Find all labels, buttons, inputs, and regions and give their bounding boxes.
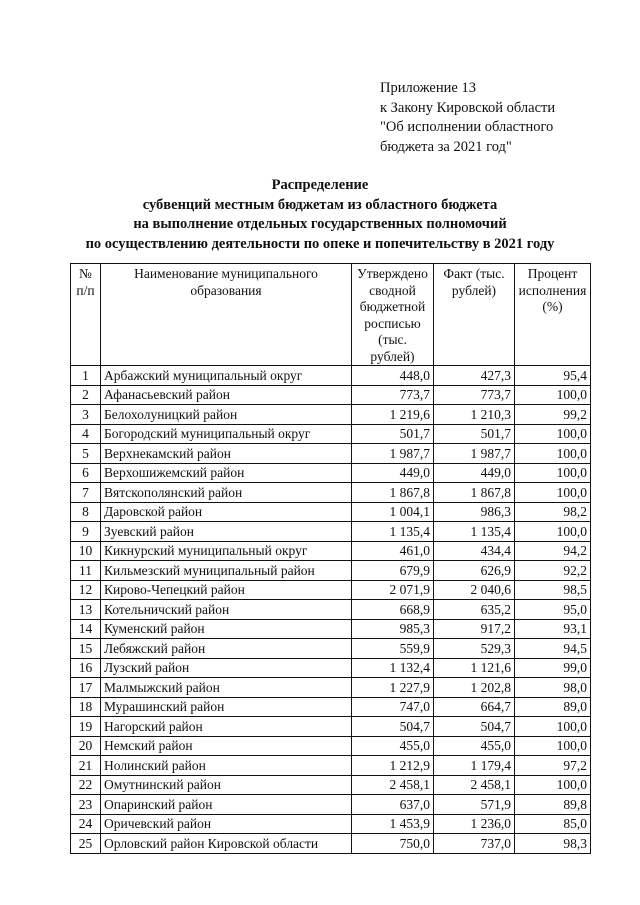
cell-approved: 747,0 [352, 697, 434, 717]
table-row [71, 736, 591, 756]
cell-name: Арбажский муниципальный округ [101, 366, 352, 386]
appendix-line: бюджета за 2021 год" [380, 138, 512, 155]
cell-num: 16 [71, 658, 101, 678]
cell-approved: 1 135,4 [352, 522, 434, 542]
cell-fact: 427,3 [434, 366, 515, 386]
cell-name: Кильмезский муниципальный район [101, 561, 352, 581]
cell-fact: 986,3 [434, 502, 515, 522]
appendix-line: Приложение 13 [380, 80, 476, 96]
table-row [71, 600, 591, 620]
cell-percent: 98,0 [515, 678, 591, 698]
header-fact: Факт (тыс. рублей) [434, 264, 515, 366]
cell-percent: 95,0 [515, 600, 591, 620]
cell-num: 8 [71, 502, 101, 522]
header-approved: Утверждено сводной бюджетной росписью (тыс. рублей) [352, 264, 434, 366]
cell-num: 2 [71, 385, 101, 405]
cell-fact: 449,0 [434, 463, 515, 483]
cell-fact: 434,4 [434, 541, 515, 561]
cell-fact: 2 040,6 [434, 580, 515, 600]
table-row [71, 658, 591, 678]
cell-percent: 100,0 [515, 424, 591, 444]
cell-name: Малмыжский район [101, 678, 352, 698]
cell-approved: 1 219,6 [352, 405, 434, 425]
cell-percent: 100,0 [515, 463, 591, 483]
table-row [71, 502, 591, 522]
cell-percent: 95,4 [515, 366, 591, 386]
cell-fact: 1 121,6 [434, 658, 515, 678]
cell-percent: 100,0 [515, 444, 591, 464]
cell-name: Зуевский район [101, 522, 352, 542]
table-row [71, 522, 591, 542]
cell-num: 18 [71, 697, 101, 717]
cell-percent: 100,0 [515, 717, 591, 737]
cell-percent: 94,5 [515, 639, 591, 659]
cell-percent: 89,0 [515, 697, 591, 717]
appendix-line: к Закону Кировской области [380, 99, 556, 116]
title-line: на выполнение отдельных государственных полномочий [133, 216, 507, 232]
cell-percent: 94,2 [515, 541, 591, 561]
cell-percent: 97,2 [515, 756, 591, 776]
table-row [71, 463, 591, 483]
cell-name: Орловский район Кировской области [101, 834, 352, 854]
table-row [71, 405, 591, 425]
appendix-line: "Об исполнении областного [380, 119, 554, 135]
cell-name: Оричевский район [101, 814, 352, 834]
cell-num: 22 [71, 775, 101, 795]
cell-fact: 1 987,7 [434, 444, 515, 464]
cell-percent: 92,2 [515, 561, 591, 581]
cell-percent: 100,0 [515, 385, 591, 405]
table-body [71, 366, 591, 854]
cell-approved: 1 453,9 [352, 814, 434, 834]
cell-num: 9 [71, 522, 101, 542]
cell-fact: 571,9 [434, 795, 515, 815]
table-row [71, 619, 591, 639]
cell-name: Омутнинский район [101, 775, 352, 795]
header-percent: Процент исполнения (%) [515, 264, 591, 366]
table-row [71, 424, 591, 444]
cell-approved: 985,3 [352, 619, 434, 639]
cell-fact: 1 867,8 [434, 483, 515, 503]
table-row [71, 717, 591, 737]
cell-name: Опаринский район [101, 795, 352, 815]
table-row [71, 444, 591, 464]
cell-fact: 504,7 [434, 717, 515, 737]
cell-fact: 917,2 [434, 619, 515, 639]
cell-num: 25 [71, 834, 101, 854]
cell-fact: 501,7 [434, 424, 515, 444]
cell-approved: 448,0 [352, 366, 434, 386]
cell-name: Мурашинский район [101, 697, 352, 717]
table-header-row [71, 264, 591, 366]
cell-fact: 1 135,4 [434, 522, 515, 542]
cell-num: 5 [71, 444, 101, 464]
cell-num: 19 [71, 717, 101, 737]
cell-num: 23 [71, 795, 101, 815]
cell-approved: 455,0 [352, 736, 434, 756]
cell-name: Котельничский район [101, 600, 352, 620]
table-row [71, 541, 591, 561]
cell-fact: 455,0 [434, 736, 515, 756]
cell-num: 17 [71, 678, 101, 698]
cell-fact: 737,0 [434, 834, 515, 854]
table-row [71, 366, 591, 386]
table-row [71, 483, 591, 503]
cell-num: 4 [71, 424, 101, 444]
cell-name: Белохолуницкий район [101, 405, 352, 425]
cell-approved: 637,0 [352, 795, 434, 815]
cell-approved: 679,9 [352, 561, 434, 581]
cell-approved: 2 071,9 [352, 580, 434, 600]
cell-fact: 664,7 [434, 697, 515, 717]
cell-percent: 99,0 [515, 658, 591, 678]
cell-approved: 449,0 [352, 463, 434, 483]
header-name: Наименование муниципального образования [101, 264, 352, 366]
table-row [71, 814, 591, 834]
cell-fact: 1 179,4 [434, 756, 515, 776]
cell-percent: 93,1 [515, 619, 591, 639]
subvention-table [70, 263, 591, 854]
table-row [71, 795, 591, 815]
cell-approved: 501,7 [352, 424, 434, 444]
cell-percent: 100,0 [515, 736, 591, 756]
cell-approved: 1 227,9 [352, 678, 434, 698]
cell-num: 15 [71, 639, 101, 659]
cell-percent: 85,0 [515, 814, 591, 834]
title-line: субвенций местным бюджетам из областного бюджета [142, 196, 498, 213]
table-row [71, 678, 591, 698]
appendix-note [380, 79, 555, 157]
table-row [71, 561, 591, 581]
cell-name: Лузский район [101, 658, 352, 678]
table-row [71, 756, 591, 776]
cell-name: Кикнурский муниципальный округ [101, 541, 352, 561]
cell-name: Верхошижемский район [101, 463, 352, 483]
cell-num: 12 [71, 580, 101, 600]
cell-approved: 504,7 [352, 717, 434, 737]
cell-approved: 461,0 [352, 541, 434, 561]
table-row [71, 639, 591, 659]
cell-approved: 1 987,7 [352, 444, 434, 464]
document-title [0, 176, 640, 254]
cell-num: 10 [71, 541, 101, 561]
cell-fact: 2 458,1 [434, 775, 515, 795]
cell-approved: 1 867,8 [352, 483, 434, 503]
cell-approved: 1 004,1 [352, 502, 434, 522]
cell-fact: 773,7 [434, 385, 515, 405]
cell-approved: 2 458,1 [352, 775, 434, 795]
cell-name: Вятскополянский район [101, 483, 352, 503]
cell-fact: 635,2 [434, 600, 515, 620]
cell-num: 6 [71, 463, 101, 483]
cell-percent: 98,3 [515, 834, 591, 854]
cell-fact: 1 202,8 [434, 678, 515, 698]
table-row [71, 385, 591, 405]
cell-num: 13 [71, 600, 101, 620]
cell-name: Верхнекамский район [101, 444, 352, 464]
cell-percent: 100,0 [515, 483, 591, 503]
cell-num: 7 [71, 483, 101, 503]
table-row [71, 580, 591, 600]
cell-approved: 559,9 [352, 639, 434, 659]
table-row [71, 775, 591, 795]
cell-num: 24 [71, 814, 101, 834]
cell-fact: 1 210,3 [434, 405, 515, 425]
cell-name: Лебяжский район [101, 639, 352, 659]
cell-approved: 773,7 [352, 385, 434, 405]
cell-name: Куменский район [101, 619, 352, 639]
cell-percent: 98,2 [515, 502, 591, 522]
cell-percent: 89,8 [515, 795, 591, 815]
title-line: Распределение [271, 177, 369, 193]
cell-name: Нагорский район [101, 717, 352, 737]
cell-percent: 100,0 [515, 522, 591, 542]
cell-name: Кирово-Чепецкий район [101, 580, 352, 600]
cell-name: Даровской район [101, 502, 352, 522]
cell-num: 21 [71, 756, 101, 776]
cell-percent: 99,2 [515, 405, 591, 425]
cell-num: 20 [71, 736, 101, 756]
cell-fact: 1 236,0 [434, 814, 515, 834]
cell-name: Немский район [101, 736, 352, 756]
cell-approved: 1 132,4 [352, 658, 434, 678]
cell-fact: 529,3 [434, 639, 515, 659]
cell-num: 14 [71, 619, 101, 639]
table-row [71, 697, 591, 717]
cell-num: 1 [71, 366, 101, 386]
title-line: по осуществлению деятельности по опеке и попечительству в 2021 году [85, 235, 555, 252]
cell-fact: 626,9 [434, 561, 515, 581]
cell-num: 11 [71, 561, 101, 581]
cell-approved: 668,9 [352, 600, 434, 620]
cell-approved: 1 212,9 [352, 756, 434, 776]
cell-num: 3 [71, 405, 101, 425]
cell-name: Афанасьевский район [101, 385, 352, 405]
cell-name: Нолинский район [101, 756, 352, 776]
cell-approved: 750,0 [352, 834, 434, 854]
header-num: № п/п [71, 264, 101, 366]
cell-percent: 98,5 [515, 580, 591, 600]
table-row [71, 834, 591, 854]
cell-name: Богородский муниципальный округ [101, 424, 352, 444]
cell-percent: 100,0 [515, 775, 591, 795]
